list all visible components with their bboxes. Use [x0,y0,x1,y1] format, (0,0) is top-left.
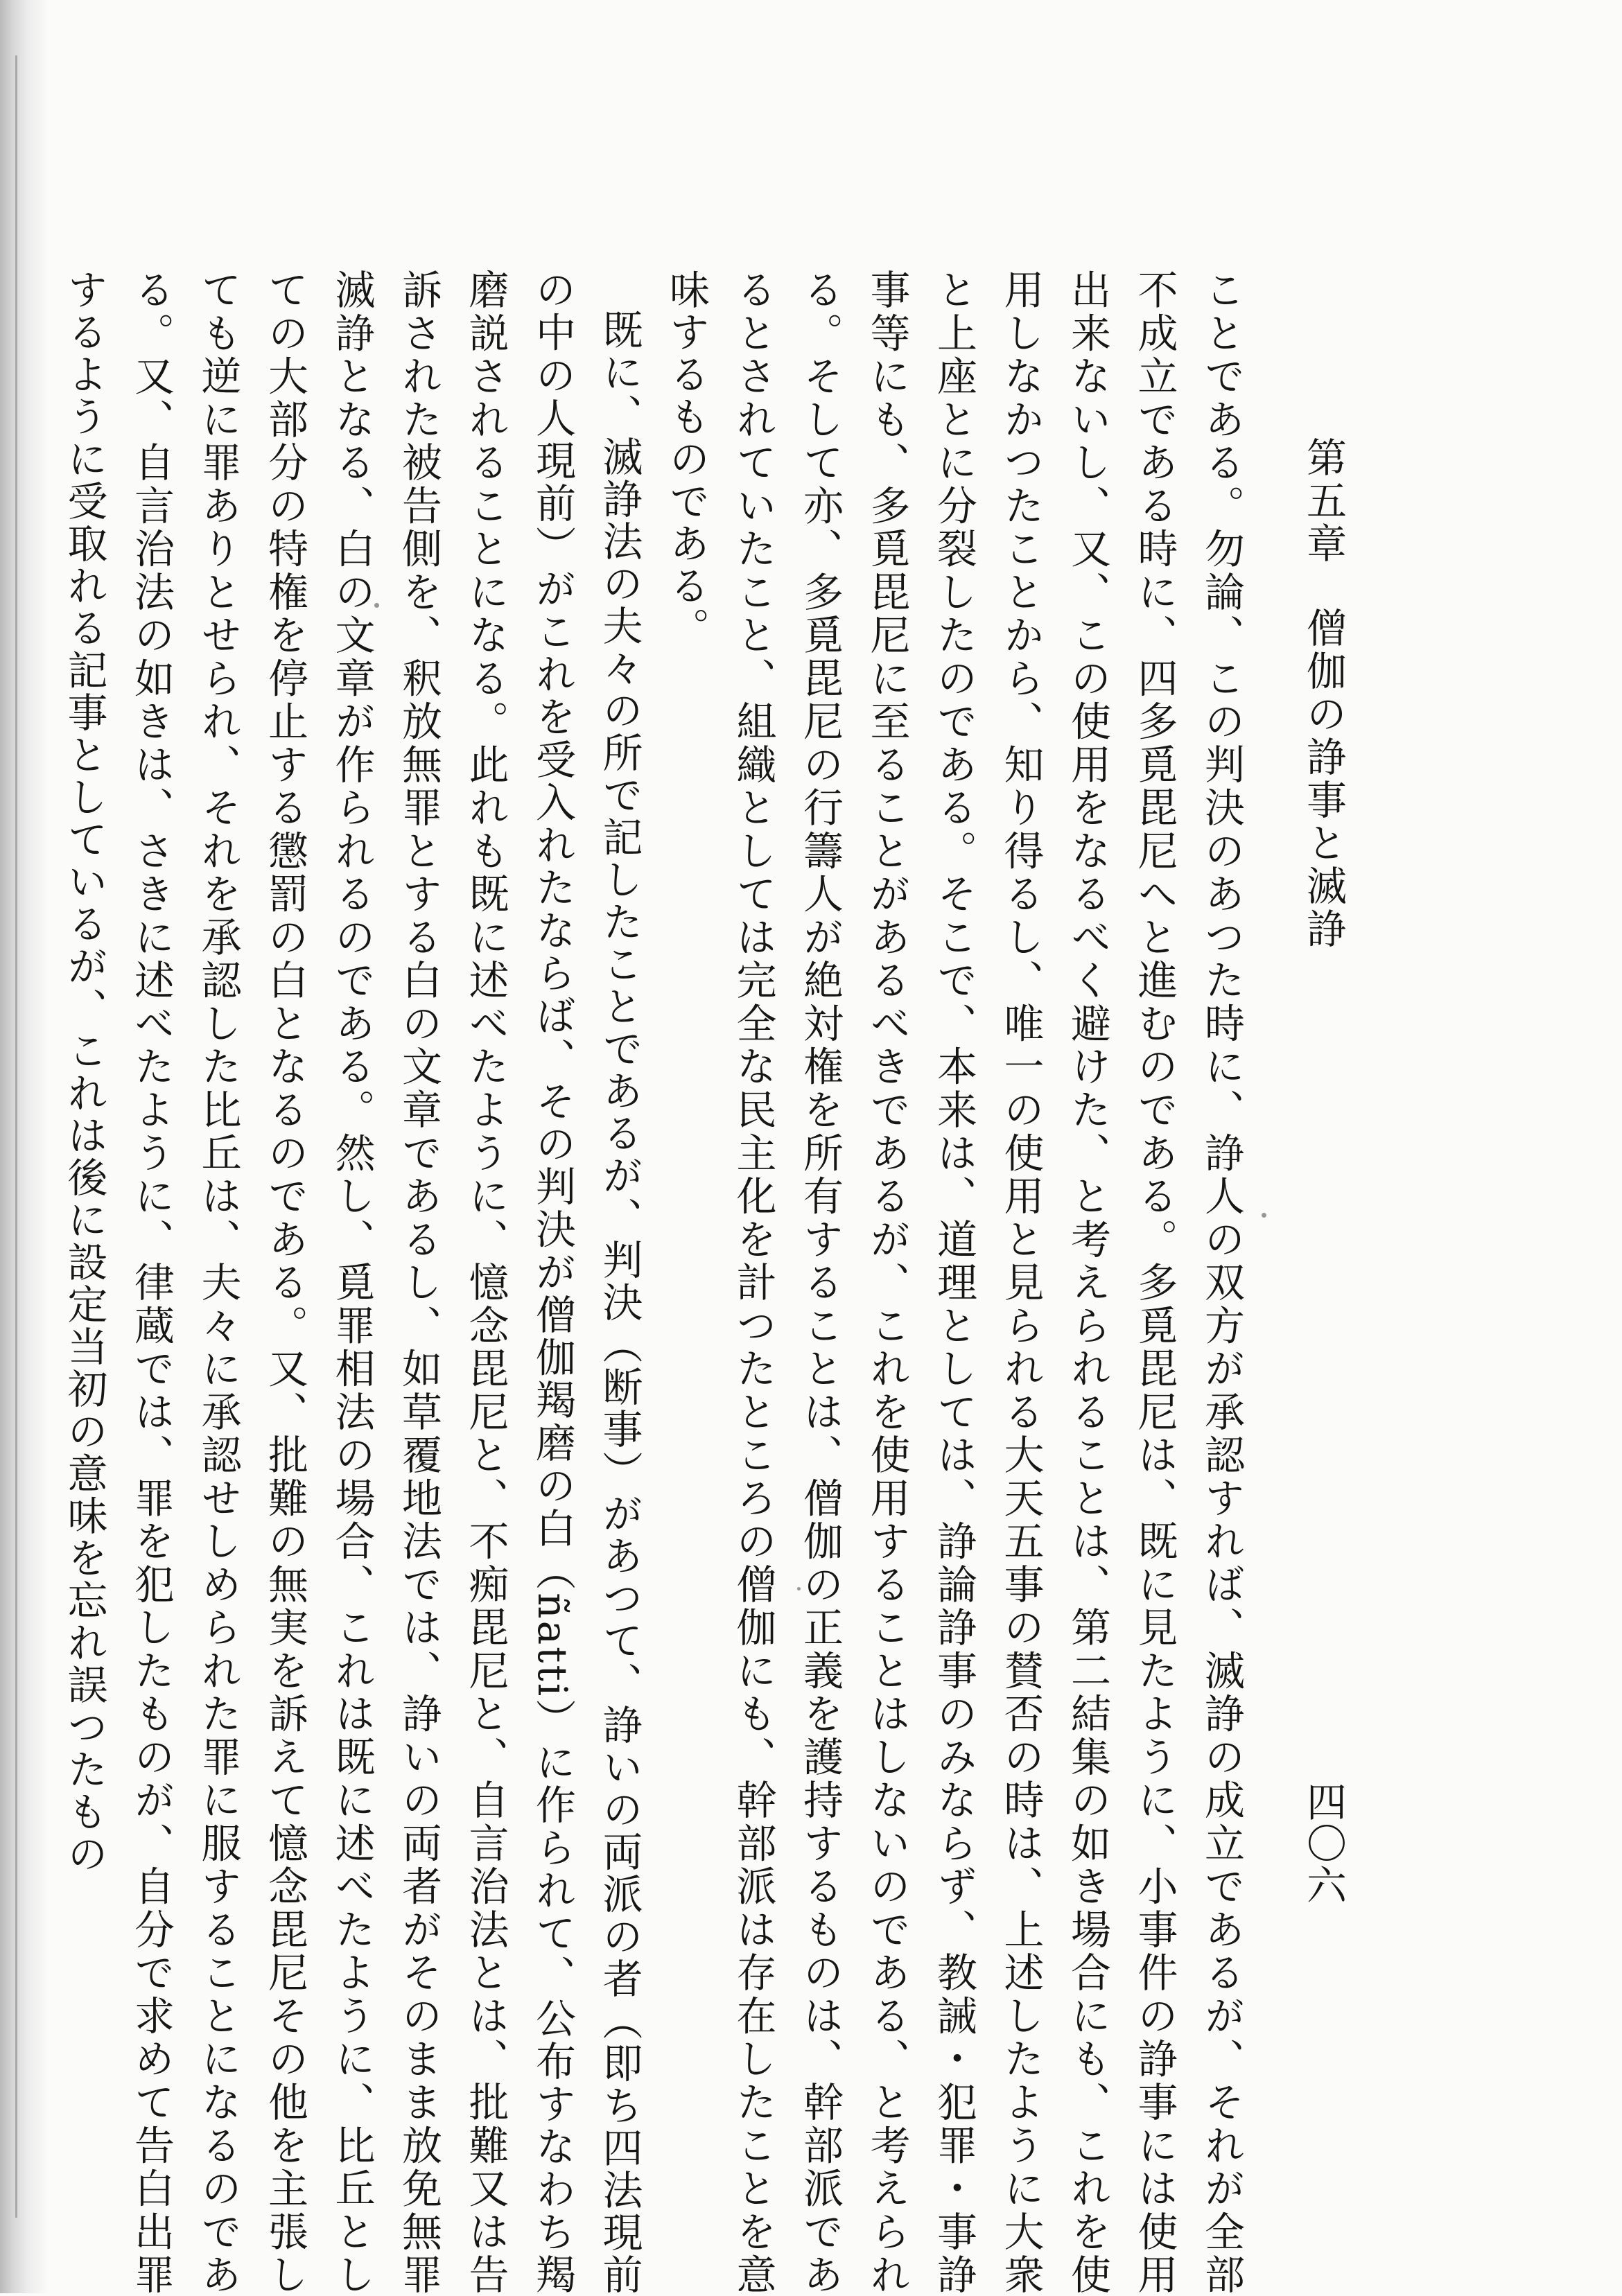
paragraph: ことである。勿論、この判決のあつた時に、諍人の双方が承認すれば、滅諍の成立であるが、それが全部不成立である時に、四多覓毘尼へと進むのである。多覓毘尼は、既に見たように、小事件の諍事には使用出来ないし、又、この使用をなるべく避けた、と考えられることは、第二結集の如き場合にも、これを使用しなかつたことから、知り得るし、唯一の使用と見られる大天五事の賛否の時は、上述したように大衆と上座とに分裂したのである。そこで、本来は、道理としては、諍論諍事のみならず、教誡・犯罪・事諍事等にも、多覓毘尼に至ることがあるべきであるが、これを使用することはしないのである、と考えられる。そして亦、多覓毘尼の行籌人が絶対権を所有することは、僧伽の正義を護持するものは、幹部派であるとされていたこと、組織としては完全な民主化を計つたところの僧伽にも、幹部派は存在したことを意味するものである。 [663,269,1245,2296]
page-number: 四〇六 [1300,1781,1347,1906]
chapter-label: 第五章 [1300,437,1347,566]
scan-edge-shadow [0,0,49,2293]
running-header [1300,437,1347,951]
scan-speck [1262,1213,1266,1218]
chapter-title: 僧伽の諍事と滅諍 [1300,607,1347,951]
body-text [51,269,1255,2296]
paragraph: 既に、滅諍法の夫々の所で記したことであるが、判決（断事）があつて、諍いの両派の者（即ち四法現前の中の人現前）がこれを受入れたならば、その判決が僧伽羯磨の白（ñatti）に作られて、公布すなわち羯磨説されることになる。此れも既に述べたように、憶念毘尼と、不痴毘尼と、自言治法とは、批難又は告訴された被告側を、釈放無罪とする白の文章であるし、如草覆地法では、諍いの両者がそのまま放免無罪滅諍となる、白の文章が作られるのである。然し、覓罪相法の場合、これは既に述べたように、比丘としての大部分の特権を停止する懲罰の白となるのである。又、批難の無実を訴えて憶念毘尼その他を主張しても逆に罪ありとせられ、それを承認した比丘は、夫々に承認せしめられた罪に服することになるのである。又、自言治法の如きは、さきに述べたように、律蔵では、罪を犯したものが、自分で求めて告白出罪するように受取れる記事としているが、これは後に設定当初の意味を忘れ誤つたもの [60,269,643,2296]
scan-binding-line [15,55,17,2218]
